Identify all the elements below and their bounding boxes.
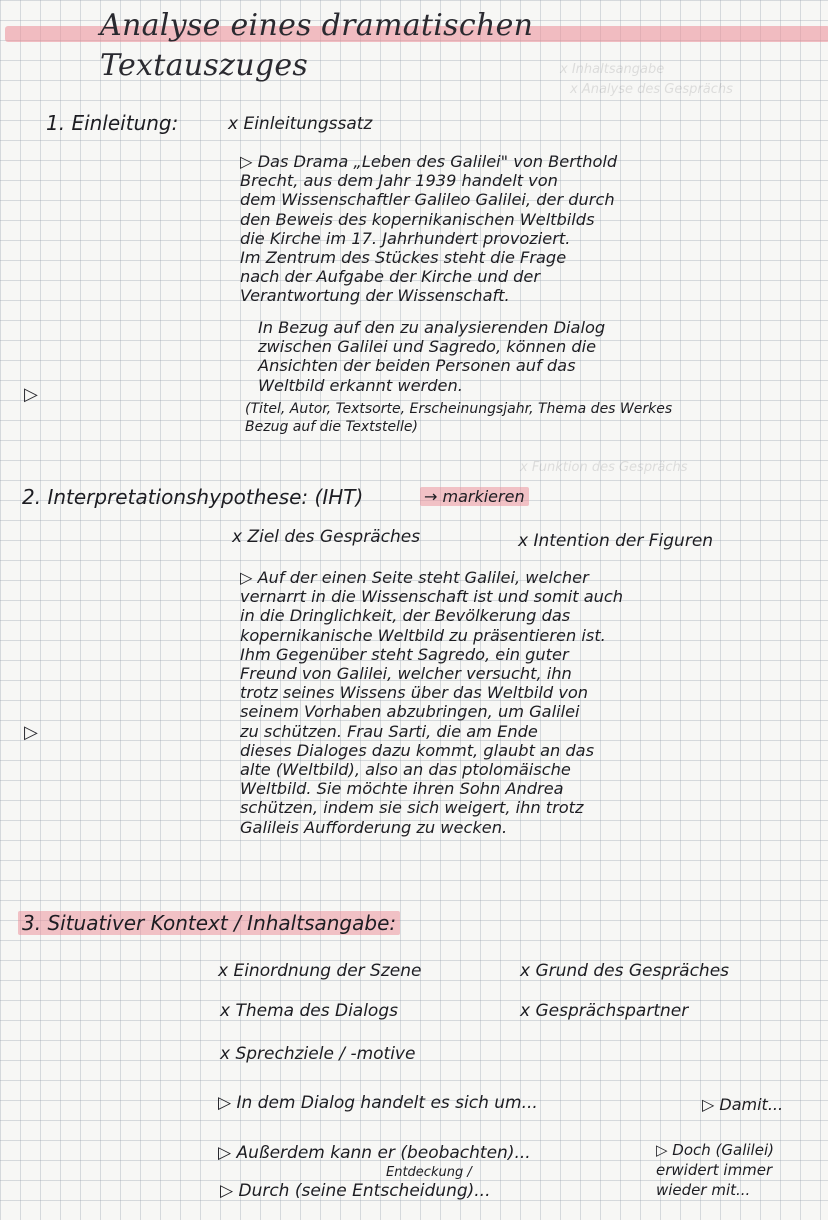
page-title: Analyse eines dramatischen Textauszuges	[100, 6, 720, 46]
section-3-bullet-3: x Thema des Dialogs	[220, 1001, 398, 1021]
section-3-bullet-5: x Sprechziele / -motive	[220, 1044, 416, 1064]
section-3-bullet-4: x Gesprächspartner	[520, 1001, 689, 1021]
section-1-bullet: x Einleitungssatz	[228, 114, 373, 134]
section-2-arrow-note: → markieren	[420, 486, 529, 508]
section-2-bullet-b: x Intention der Figuren	[518, 531, 714, 551]
section-2-paragraph: ▷ Auf der einen Seite steht Galilei, welcher vernarrt in die Wissenschaft ist und somit auch in die Dringlichkeit, der Bevölkerung das kopernikanische Weltbild zu präsentieren ist. Ihm Gegenüber steht Sagredo, ein guter Freund von Galilei, welcher versucht, ihn trotz seines Wissens über das Weltbild von seinem Vorhaben abzubringen, um Galilei zu schützen. Frau Sarti, die am Ende dieses Dialoges dazu kommt, glaubt an das alte (Weltbild), also an das ptolomäische Weltbild. Sie möchte ihren Sohn Andrea schützen, indem sie sich weigert, ihn trotz Galileis Aufforderung zu wecken.	[240, 568, 624, 837]
bleed-through-text: x Inhaltsangabe	[560, 62, 665, 77]
section-3-line-3-note: Entdeckung /	[386, 1165, 472, 1180]
section-3-heading: 3. Situativer Kontext / Inhaltsangabe:	[18, 910, 400, 936]
section-2-bullet-a: x Ziel des Gespräches	[232, 527, 421, 547]
section-1-heading: 1. Einleitung:	[46, 111, 179, 135]
section-1-paragraph: ▷ Das Drama „Leben des Galilei" von Berthold Brecht, aus dem Jahr 1939 handelt von dem Wissenschaftler Galileo Galilei, der durch den Beweis des kopernikanischen Weltbilds die Kirche im 17. Jahrhundert provoziert. Im Zentrum des Stückes steht die Frage nach der Aufgabe der Kirche und der Verantwortung der Wissenschaft.	[240, 152, 618, 306]
bleed-through-text: x Analyse des Gesprächs	[570, 82, 733, 97]
margin-arrow-icon: ▷	[24, 722, 38, 743]
section-2-heading: 2. Interpretationshypothese: (IHT)	[22, 485, 364, 509]
section-3-line-1: ▷ In dem Dialog handelt es sich um...	[218, 1093, 538, 1113]
section-3-line-3: ▷ Durch (seine Entscheidung)...	[220, 1181, 491, 1201]
section-3-line-2-right: ▷ Doch (Galilei) erwidert immer wieder mit...	[656, 1141, 774, 1199]
bleed-through-text: x Funktion des Gesprächs	[520, 460, 688, 475]
section-3-bullet-2: x Grund des Gespräches	[520, 961, 730, 981]
section-3-line-2: ▷ Außerdem kann er (beobachten)...	[218, 1143, 531, 1163]
section-3-line-1-right: ▷ Damit...	[702, 1095, 784, 1114]
section-1-note: (Titel, Autor, Textsorte, Erscheinungsjahr, Thema des Werkes Bezug auf die Textstelle)	[245, 401, 673, 435]
section-1-paragraph-2: In Bezug auf den zu analysierenden Dialog zwischen Galilei und Sagredo, können die Ansichten der beiden Personen auf das Weltbild erkannt werden.	[258, 318, 606, 395]
section-3-bullet-1: x Einordnung der Szene	[218, 961, 422, 981]
margin-arrow-icon: ▷	[24, 384, 38, 405]
